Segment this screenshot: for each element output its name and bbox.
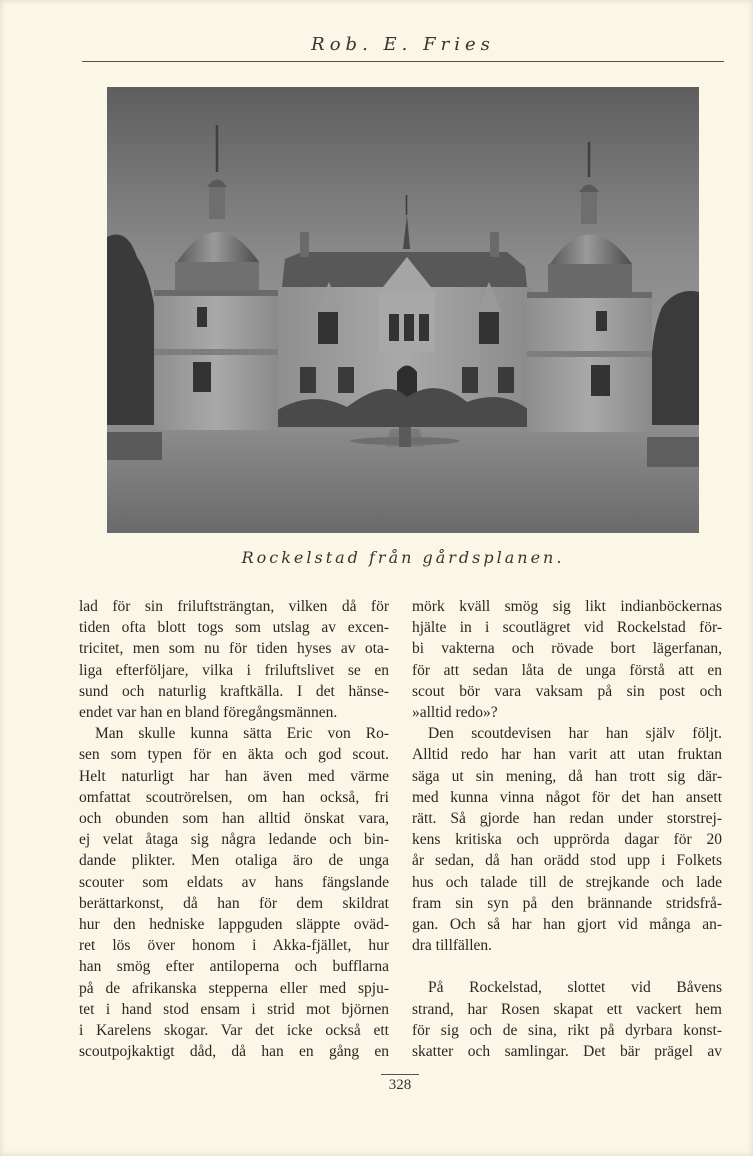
text-line: tet i hand stod ensam i strid mot björnen	[79, 1000, 389, 1018]
right-text-column	[412, 596, 722, 1062]
text-line: han smög efter antiloperna och bufflarna	[79, 958, 389, 976]
text-line: för sig och de sina, rikt på dyrbara konst-	[412, 1021, 722, 1039]
header-rule	[82, 61, 724, 62]
text-line: ej velat åtaga sig några ledande och bin-	[79, 831, 389, 849]
text-line: Den scoutdevisen har han själv följt.	[428, 725, 722, 743]
text-line: tricitet, men som nu för tiden hyses av ota-	[79, 640, 389, 658]
text-line: rätt. Så gjorde han redan under storstrej-	[412, 810, 722, 828]
text-line: scouter som eldats av hans fängslande	[79, 873, 389, 891]
text-line: bi vakterna och rövade bort lägerfanan,	[412, 640, 722, 658]
figure-caption: Rockelstad från gårdsplanen.	[241, 548, 565, 567]
text-line: dra tillfällen.	[412, 937, 493, 955]
text-line: scout bör vara vaksam på sin post och	[412, 682, 722, 700]
text-line: kens kritiska och upprörda dagar för 20	[412, 831, 722, 849]
text-line: med kunna vinna något för det han ansett	[412, 788, 722, 806]
text-line: lad för sin friluftsträngtan, vilken då för	[79, 598, 389, 615]
text-line: ret lös över honom i Akka-fjället, hur	[79, 937, 389, 955]
text-line: strand, har Rosen skapat ett vackert hem	[412, 1000, 722, 1018]
text-line: endet var han en bland föregångsmännen.	[79, 704, 338, 722]
text-line: Man skulle kunna sätta Eric von Ro-	[95, 725, 389, 743]
running-title: Rob. E. Fries	[311, 34, 495, 55]
text-line: Helt naturligt har han även med värme	[79, 767, 389, 785]
text-line: säga ut sin mening, då han trott sig där-	[412, 767, 722, 785]
text-line: i Karelens skogar. Var det icke också ett	[79, 1022, 389, 1040]
text-line: dande plikter. Men otaliga äro de unga	[79, 852, 389, 870]
text-line: mörk kväll smög sig likt indianböckernas	[412, 598, 722, 615]
text-line: tiden ofta blott togs som utslag av excen-	[79, 619, 389, 637]
text-line: på de afrikanska stepperna eller med spju-	[79, 979, 389, 997]
text-line: sen som typen för en äkta och god scout.	[79, 746, 389, 764]
paragraph-gap	[412, 956, 722, 977]
text-line: berättarkonst, då han för dem skildrat	[79, 894, 389, 912]
text-line: gan. Och så har han gjort vid många an-	[412, 916, 722, 934]
page-number: 328	[388, 1077, 412, 1093]
text-line: liga efterföljare, vilka i friluftslivet se en	[79, 661, 389, 679]
text-line: sund och naturlig kraftkälla. I det hänse-	[79, 682, 389, 700]
text-line: skatter och samlingar. Det bär prägel av	[412, 1043, 722, 1061]
text-line: »alltid redo»?	[412, 704, 498, 722]
footer-rule	[381, 1074, 419, 1075]
text-line: scoutpojkaktigt dåd, då han en gång en	[79, 1043, 389, 1061]
text-line: för att sedan låta de unga förstå att en	[412, 661, 722, 679]
text-line: hur den hedniske lappguden släppte oväd-	[79, 916, 389, 934]
left-text-column	[79, 596, 389, 1062]
text-line: år sedan, då han orädd stod upp i Folkets	[412, 852, 722, 870]
text-line: omfattat scoutrörelsen, om han också, fri	[79, 788, 389, 806]
text-line: Alltid redo har han varit att utan fruktan	[412, 746, 722, 764]
text-line: På Rockelstad, slottet vid Båvens	[428, 979, 722, 997]
text-line: fram sin syn på den brännande stridsfrå-	[412, 894, 722, 912]
text-line: hjälte in i scoutlägret vid Rockelstad för-	[412, 619, 722, 637]
text-line: hus och talade till de strejkande och lade	[412, 873, 722, 891]
castle-photo	[107, 87, 699, 533]
text-line: och obunden som han alltid önskat vara,	[79, 810, 389, 828]
